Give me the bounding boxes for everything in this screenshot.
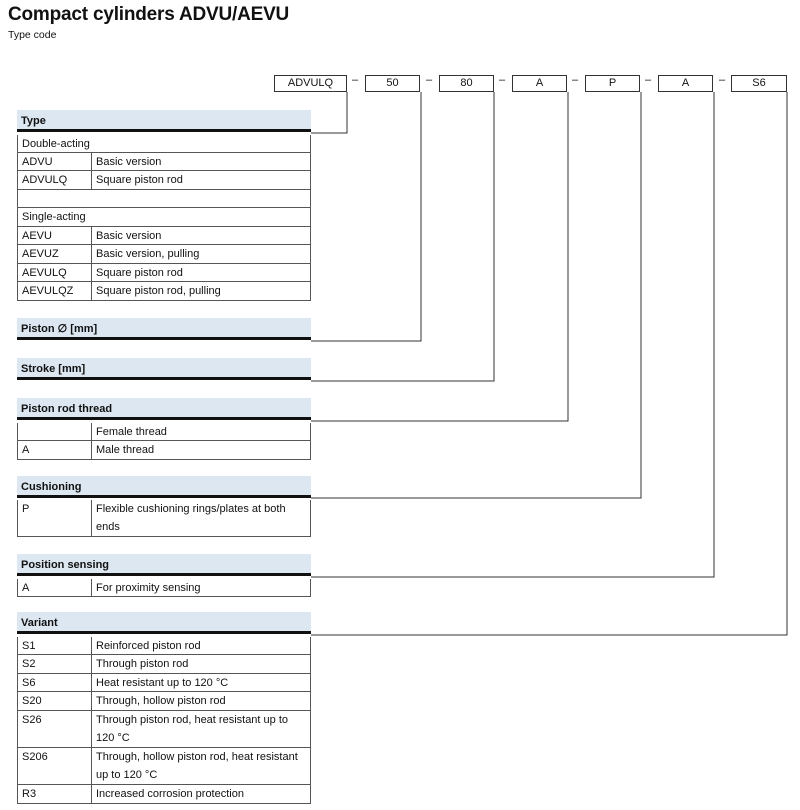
code-box-thread: A	[512, 75, 567, 92]
cushioning-heading: Cushioning	[17, 476, 311, 498]
type-double-heading: Double-acting	[17, 135, 311, 153]
code-box-type: ADVULQ	[274, 75, 347, 92]
type-heading: Type	[17, 110, 311, 132]
table-row: S6 Heat resistant up to 120 °C	[17, 674, 311, 692]
type-single-heading: Single-acting	[17, 208, 311, 227]
code-dash: –	[352, 74, 359, 86]
table-row: AEVU Basic version	[17, 227, 311, 245]
page-title: Compact cylinders ADVU/AEVU	[8, 4, 290, 25]
code-dash: –	[572, 74, 579, 86]
code-dash: –	[426, 74, 433, 86]
piston-heading: Piston ∅ [mm]	[17, 318, 311, 340]
code-box-stroke: 80	[439, 75, 494, 92]
code-dash: –	[645, 74, 652, 86]
sensing-heading: Position sensing	[17, 554, 311, 576]
code-dash: –	[499, 74, 506, 86]
table-row: AEVULQZ Square piston rod, pulling	[17, 282, 311, 301]
table-row: S1 Reinforced piston rod	[17, 637, 311, 655]
table-row: R3 Increased corrosion protection	[17, 785, 311, 804]
table-row: S206 Through, hollow piston rod, heat resistant up to 120 °C	[17, 748, 311, 785]
stroke-heading: Stroke [mm]	[17, 358, 311, 380]
code-box-sensing: A	[658, 75, 713, 92]
table-row: AEVULQ Square piston rod	[17, 264, 311, 282]
code-dash: –	[719, 74, 726, 86]
table-row: ADVULQ Square piston rod	[17, 171, 311, 190]
table-row: AEVUZ Basic version, pulling	[17, 245, 311, 264]
code-box-piston: 50	[365, 75, 420, 92]
table-row: ADVU Basic version	[17, 153, 311, 171]
table-row: S2 Through piston rod	[17, 655, 311, 674]
table-row-spacer	[17, 190, 311, 208]
table-row: S26 Through piston rod, heat resistant up to 120 °C	[17, 711, 311, 748]
variant-heading: Variant	[17, 612, 311, 634]
table-row: Female thread	[17, 423, 311, 441]
table-row: S20 Through, hollow piston rod	[17, 692, 311, 711]
page-subtitle: Type code	[8, 29, 57, 41]
table-row: A For proximity sensing	[17, 579, 311, 597]
table-row: A Male thread	[17, 441, 311, 460]
thread-heading: Piston rod thread	[17, 398, 311, 420]
table-row: P Flexible cushioning rings/plates at both ends	[17, 500, 311, 537]
code-box-variant: S6	[731, 75, 787, 92]
code-box-cushioning: P	[585, 75, 640, 92]
